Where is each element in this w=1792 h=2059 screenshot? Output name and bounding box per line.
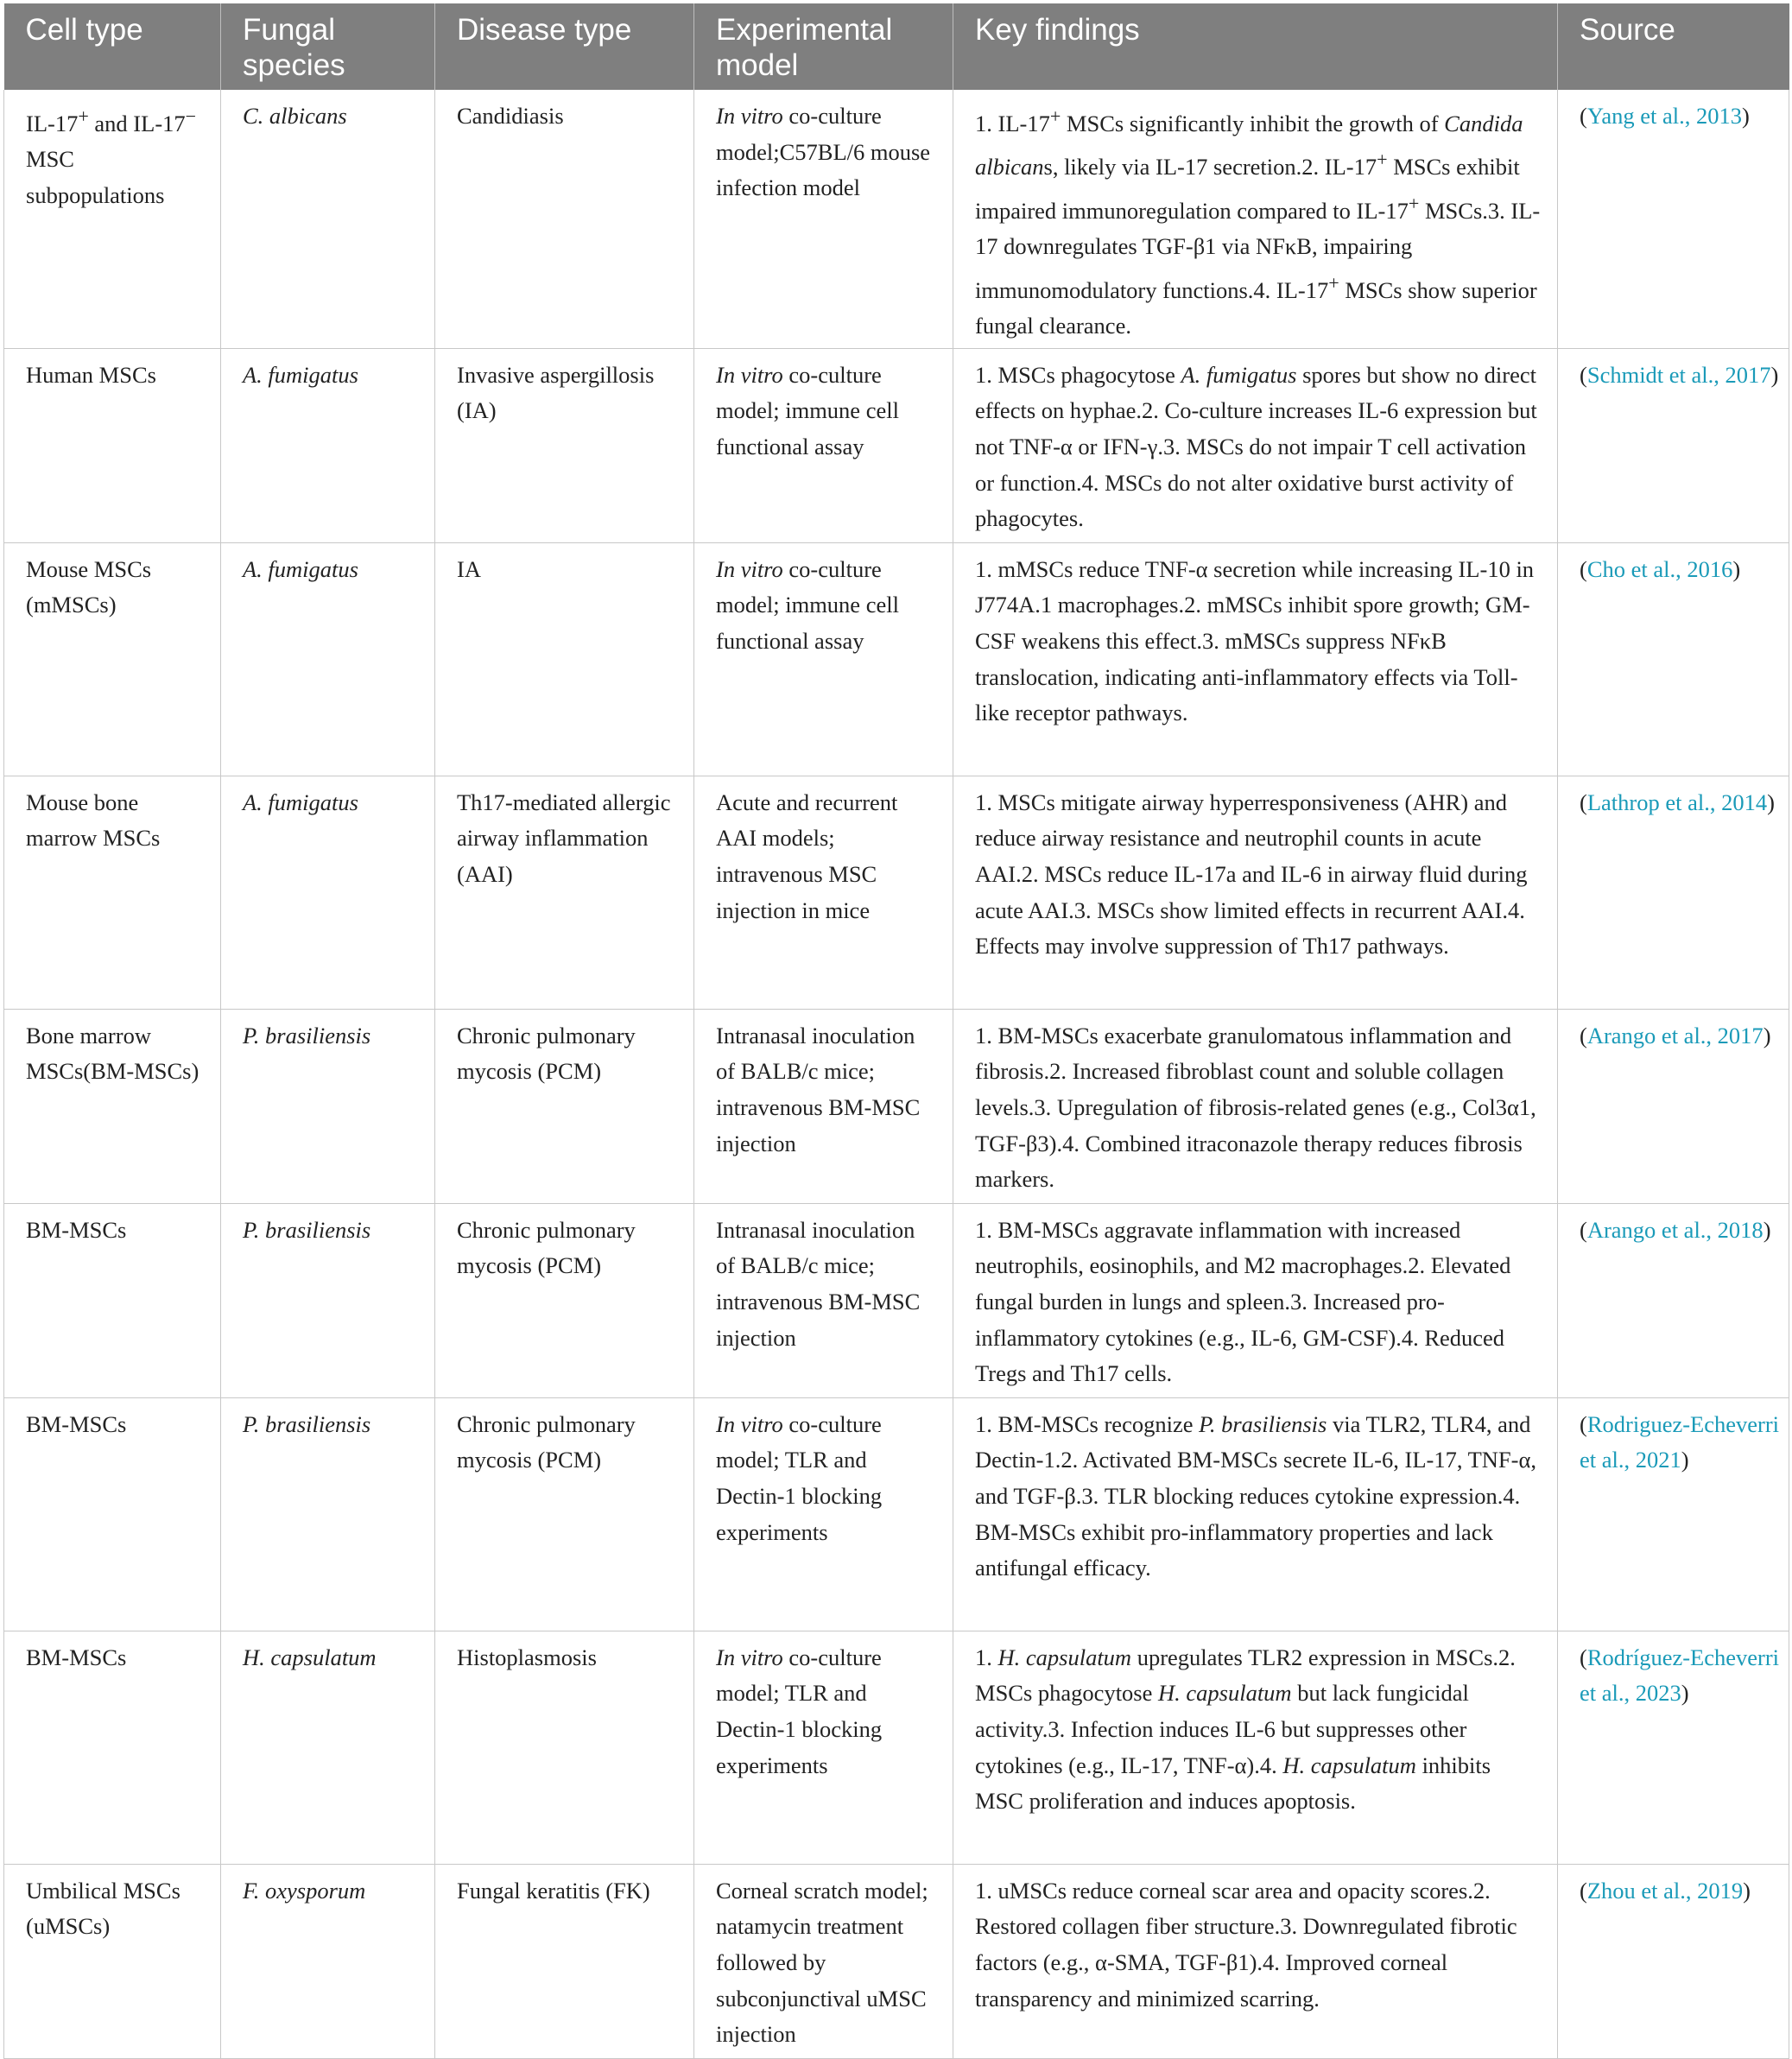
header-disease-type: Disease type <box>435 3 694 90</box>
key-findings: 1. BM-MSCs recognize P. brasiliensis via TLR2, TLR4, and Dectin-1.2. Activated BM-MSCs secrete IL-6, IL-17, TNF-α, and TGF-β.3. TLR blocking reduces cytokine expression.4. BM-MSCs exhibit pro-inflammatory properties and lack antifungal efficacy. <box>953 1397 1558 1631</box>
table-row <box>4 1203 1789 1397</box>
experimental-model: Acute and recurrent AAI models; intravenous MSC injection in mice <box>694 776 953 1009</box>
disease-type: Chronic pulmonary mycosis (PCM) <box>435 1203 694 1397</box>
key-findings: 1. MSCs phagocytose A. fumigatus spores but show no direct effects on hyphae.2. Co-culture increases IL-6 expression but not TNF-α or IFN-γ.3. MSCs do not impair T cell activation or function.4. MSCs do not alter oxidative burst activity of phagocytes. <box>953 348 1558 542</box>
experimental-model: Intranasal inoculation of BALB/c mice; intravenous BM-MSC injection <box>694 1203 953 1397</box>
experimental-model: Intranasal inoculation of BALB/c mice; intravenous BM-MSC injection <box>694 1009 953 1203</box>
key-findings: 1. mMSCs reduce TNF-α secretion while increasing IL-10 in J774A.1 macrophages.2. mMSCs inhibit spore growth; GM-CSF weakens this effect.3. mMSCs suppress NFκB translocation, indicating anti-inflammatory effects via Toll-like receptor pathways. <box>953 542 1558 776</box>
source-citation: (Cho et al., 2016) <box>1558 542 1789 776</box>
table-row <box>4 542 1789 776</box>
source-link[interactable]: Rodríguez-Echeverri et al., 2023 <box>1580 1644 1780 1707</box>
source-link[interactable]: Lathrop et al., 2014 <box>1586 789 1768 815</box>
fungal-species: F. oxysporum <box>221 1864 435 2058</box>
header-cell-type: Cell type <box>4 3 221 90</box>
disease-type: Histoplasmosis <box>435 1631 694 1864</box>
source-citation: (Rodríguez-Echeverri et al., 2023) <box>1558 1631 1789 1864</box>
fungal-species: A. fumigatus <box>221 776 435 1009</box>
cell-type: BM-MSCs <box>4 1631 221 1864</box>
header-fungal-species: Fungal species <box>221 3 435 90</box>
key-findings: 1. IL-17+ MSCs significantly inhibit the growth of Candida albicans, likely via IL-17 secretion.2. IL-17+ MSCs exhibit impaired immunoregulation compared to IL-17+ MSCs.3. IL-17 downregulates TGF-β1 via NFκB, impairing immunomodulatory functions.4. IL-17+ MSCs show superior fungal clearance. <box>953 90 1558 348</box>
experimental-model: Corneal scratch model; natamycin treatment followed by subconjunctival uMSC injection <box>694 1864 953 2058</box>
cell-type: Mouse MSCs (mMSCs) <box>4 542 221 776</box>
cell-type: BM-MSCs <box>4 1203 221 1397</box>
disease-type: Chronic pulmonary mycosis (PCM) <box>435 1009 694 1203</box>
source-link[interactable]: Arango et al., 2018 <box>1586 1216 1764 1243</box>
key-findings: 1. BM-MSCs exacerbate granulomatous inflammation and fibrosis.2. Increased fibroblast count and soluble collagen levels.3. Upregulation of fibrosis-related genes (e.g., Col3α1, TGF-β3).4. Combined itraconazole therapy reduces fibrosis markers. <box>953 1009 1558 1203</box>
source-link[interactable]: Schmidt et al., 2017 <box>1586 361 1771 388</box>
header-experimental-model: Experimental model <box>694 3 953 90</box>
experimental-model: In vitro co-culture model; immune cell functional assay <box>694 348 953 542</box>
cell-type: Mouse bone marrow MSCs <box>4 776 221 1009</box>
experimental-model: In vitro co-culture model; TLR and Dectin-1 blocking experiments <box>694 1397 953 1631</box>
fungal-species: H. capsulatum <box>221 1631 435 1864</box>
msc-fungal-table <box>3 3 1789 2059</box>
source-citation: (Yang et al., 2013) <box>1558 90 1789 348</box>
table-row <box>4 348 1789 542</box>
header-source: Source <box>1558 3 1789 90</box>
source-citation: (Arango et al., 2018) <box>1558 1203 1789 1397</box>
fungal-species: A. fumigatus <box>221 542 435 776</box>
fungal-species: C. albicans <box>221 90 435 348</box>
source-link[interactable]: Yang et al., 2013 <box>1586 103 1742 129</box>
cell-type: Human MSCs <box>4 348 221 542</box>
fungal-species: A. fumigatus <box>221 348 435 542</box>
experimental-model: In vitro co-culture model;C57BL/6 mouse infection model <box>694 90 953 348</box>
table-row <box>4 1397 1789 1631</box>
table-row <box>4 1864 1789 2058</box>
disease-type: Candidiasis <box>435 90 694 348</box>
disease-type: IA <box>435 542 694 776</box>
table-row <box>4 1631 1789 1864</box>
table-row <box>4 90 1789 348</box>
experimental-model: In vitro co-culture model; TLR and Dectin-1 blocking experiments <box>694 1631 953 1864</box>
disease-type: Invasive aspergillosis (IA) <box>435 348 694 542</box>
fungal-species: P. brasiliensis <box>221 1203 435 1397</box>
source-link[interactable]: Zhou et al., 2019 <box>1586 1877 1744 1904</box>
disease-type: Th17-mediated allergic airway inflammation (AAI) <box>435 776 694 1009</box>
source-citation: (Zhou et al., 2019) <box>1558 1864 1789 2058</box>
source-citation: (Arango et al., 2017) <box>1558 1009 1789 1203</box>
header-key-findings: Key findings <box>953 3 1558 90</box>
source-link[interactable]: Arango et al., 2017 <box>1586 1022 1764 1049</box>
cell-type: Bone marrow MSCs(BM-MSCs) <box>4 1009 221 1203</box>
source-link[interactable]: Cho et al., 2016 <box>1586 555 1733 582</box>
experimental-model: In vitro co-culture model; immune cell functional assay <box>694 542 953 776</box>
table-body <box>4 90 1789 2058</box>
source-citation: (Rodriguez-Echeverri et al., 2021) <box>1558 1397 1789 1631</box>
disease-type: Fungal keratitis (FK) <box>435 1864 694 2058</box>
fungal-species: P. brasiliensis <box>221 1397 435 1631</box>
key-findings: 1. MSCs mitigate airway hyperresponsiveness (AHR) and reduce airway resistance and neutrophil counts in acute AAI.2. MSCs reduce IL-17a and IL-6 in airway fluid during acute AAI.3. MSCs show limited effects in recurrent AAI.4. Effects may involve suppression of Th17 pathways. <box>953 776 1558 1009</box>
key-findings: 1. H. capsulatum upregulates TLR2 expression in MSCs.2. MSCs phagocytose H. capsulatum but lack fungicidal activity.3. Infection induces IL-6 but suppresses other cytokines (e.g., IL-17, TNF-α).4. H. capsulatum inhibits MSC proliferation and induces apoptosis. <box>953 1631 1558 1864</box>
fungal-species: P. brasiliensis <box>221 1009 435 1203</box>
cell-type: Umbilical MSCs (uMSCs) <box>4 1864 221 2058</box>
cell-type: BM-MSCs <box>4 1397 221 1631</box>
key-findings: 1. uMSCs reduce corneal scar area and opacity scores.2. Restored collagen fiber structure.3. Downregulated fibrotic factors (e.g., α-SMA, TGF-β1).4. Improved corneal transparency and minimized scarring. <box>953 1864 1558 2058</box>
source-citation: (Lathrop et al., 2014) <box>1558 776 1789 1009</box>
disease-type: Chronic pulmonary mycosis (PCM) <box>435 1397 694 1631</box>
table-row <box>4 776 1789 1009</box>
table-row <box>4 1009 1789 1203</box>
source-citation: (Schmidt et al., 2017) <box>1558 348 1789 542</box>
key-findings: 1. BM-MSCs aggravate inflammation with increased neutrophils, eosinophils, and M2 macrophages.2. Elevated fungal burden in lungs and spleen.3. Increased pro-inflammatory cytokines (e.g., IL-6, GM-CSF).4. Reduced Tregs and Th17 cells. <box>953 1203 1558 1397</box>
header-row <box>4 3 1789 90</box>
source-link[interactable]: Rodriguez-Echeverri et al., 2021 <box>1580 1410 1780 1473</box>
cell-type: IL-17+ and IL-17− MSC subpopulations <box>4 90 221 348</box>
